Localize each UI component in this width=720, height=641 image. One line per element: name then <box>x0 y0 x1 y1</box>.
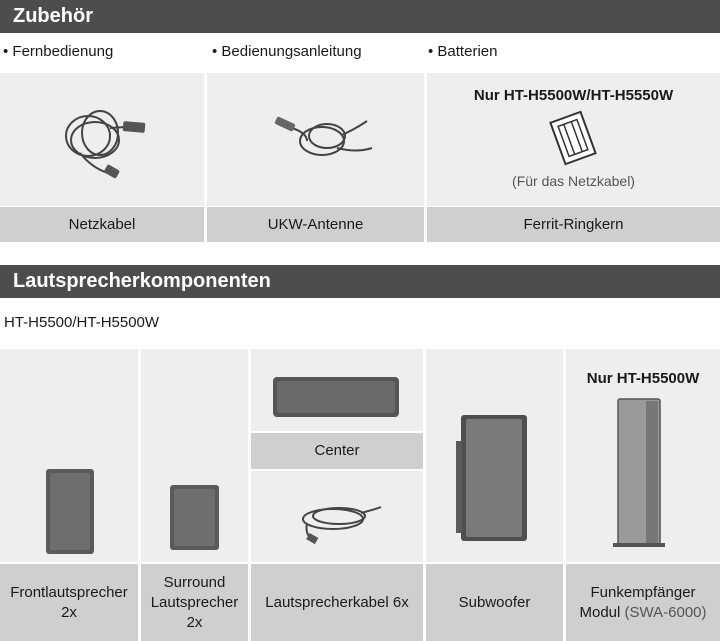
center-speaker-illustration <box>251 349 423 431</box>
ferrite-core-image-cell <box>427 73 720 206</box>
ferrite-model-note: Nur HT-H5500W/HT-H5550W <box>473 87 674 104</box>
front-speaker-image-cell <box>0 349 138 562</box>
accessories-bullet-list <box>0 40 720 64</box>
ferrite-usage-note: (Für das Netzkabel) <box>512 173 635 189</box>
center-speaker-image-cell <box>251 349 423 431</box>
speaker-cable-illustration <box>251 471 423 562</box>
subwoofer-illustration <box>426 349 563 562</box>
surround-speaker-image-cell <box>141 349 248 562</box>
fm-antenna-image-cell <box>207 73 424 206</box>
bullet-item: • Batterien <box>428 43 498 60</box>
subwoofer-label: Subwoofer <box>426 564 563 641</box>
subwoofer-image-cell <box>426 349 563 562</box>
wireless-module-image-cell <box>566 349 720 562</box>
ferrite-core-label: Ferrit-Ringkern <box>427 207 720 242</box>
surround-speaker-illustration <box>141 349 248 562</box>
front-speaker-label: Frontlautsprecher 2x <box>0 564 138 641</box>
wireless-module-label: Funkempfänger Modul (SWA-6000) <box>566 564 720 641</box>
front-speaker-illustration <box>0 349 138 562</box>
speaker-cable-label: Lautsprecherkabel 6x <box>251 564 423 641</box>
center-speaker-label: Center <box>251 433 423 469</box>
fm-antenna-illustration <box>207 73 424 206</box>
speaker-model-heading: HT-H5500/HT-H5500W <box>4 314 160 331</box>
fm-antenna-label: UKW-Antenne <box>207 207 424 242</box>
power-cable-image-cell <box>0 73 204 206</box>
wireless-module-illustration <box>566 349 720 562</box>
power-cable-illustration <box>0 73 204 206</box>
speaker-section-title: Lautsprecherkomponenten <box>0 265 720 298</box>
bullet-item: • Bedienungsanleitung <box>212 43 362 60</box>
surround-speaker-label: Surround Lautsprecher 2x <box>141 564 248 641</box>
wireless-module-model-note: Nur HT-H5500W <box>586 370 700 387</box>
accessories-section-title: Zubehör <box>0 0 720 33</box>
power-cable-label: Netzkabel <box>0 207 204 242</box>
bullet-item: • Fernbedienung <box>3 43 114 60</box>
speaker-cable-image-cell <box>251 471 423 562</box>
